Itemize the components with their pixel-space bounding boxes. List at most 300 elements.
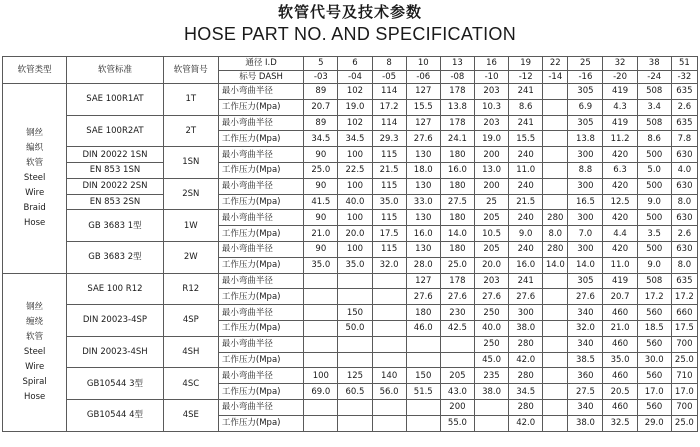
code-cell: 4SP xyxy=(163,305,218,337)
table-row xyxy=(3,399,698,415)
bend-radius-cell: 420 xyxy=(603,178,637,194)
pressure-cell: 13.8 xyxy=(568,131,603,147)
bend-radius-cell: 90 xyxy=(304,210,338,226)
code-cell: 4SH xyxy=(163,336,218,368)
standard-cell: DIN 20023-4SP xyxy=(67,305,163,337)
pressure-cell xyxy=(406,415,440,431)
pressure-cell: 24.1 xyxy=(440,131,474,147)
bend-radius-cell: 90 xyxy=(304,178,338,194)
pressure-cell: 40.0 xyxy=(338,194,372,210)
pressure-cell: 35.0 xyxy=(603,352,637,368)
header-dash-label: 标号 DASH xyxy=(218,70,303,84)
bend-radius-cell: 178 xyxy=(440,115,474,131)
table-row xyxy=(3,162,698,178)
pressure-cell: 25.0 xyxy=(671,352,697,368)
bend-radius-cell: 125 xyxy=(338,368,372,384)
bend-radius-cell: 250 xyxy=(474,305,508,321)
bend-radius-cell xyxy=(338,399,372,415)
pressure-cell xyxy=(304,289,338,305)
param-label: 最小弯曲半径 xyxy=(218,115,303,131)
pressure-cell: 27.6 xyxy=(406,289,440,305)
pressure-cell: 8.6 xyxy=(509,99,543,115)
pressure-cell: 42.0 xyxy=(509,415,543,431)
header-hose-type: 软管类型 xyxy=(3,57,67,84)
standard-cell: EN 853 1SN xyxy=(67,162,163,178)
bend-radius-cell: 130 xyxy=(406,210,440,226)
pressure-cell: 27.6 xyxy=(474,289,508,305)
bend-radius-cell: 241 xyxy=(509,273,543,289)
standard-cell: DIN 20022 2SN xyxy=(67,178,163,194)
bend-radius-cell: 89 xyxy=(304,84,338,100)
header-size: 10 xyxy=(406,57,440,71)
pressure-cell: 8.0 xyxy=(671,194,697,210)
table-row xyxy=(3,84,698,100)
bend-radius-cell: 420 xyxy=(603,241,637,257)
pressure-cell: 19.0 xyxy=(338,99,372,115)
pressure-cell: 20.0 xyxy=(338,226,372,242)
bend-radius-cell: 100 xyxy=(338,210,372,226)
header-dash: -06 xyxy=(406,70,440,84)
pressure-cell: 21.0 xyxy=(603,320,637,336)
pressure-cell xyxy=(543,194,568,210)
pressure-cell: 21.5 xyxy=(509,194,543,210)
pressure-cell: 10.3 xyxy=(474,99,508,115)
hose-type-word: Spiral xyxy=(22,376,47,387)
bend-radius-cell: 500 xyxy=(637,178,671,194)
code-cell: 2SN xyxy=(163,178,218,210)
bend-radius-cell: 90 xyxy=(304,241,338,257)
header-dash: -16 xyxy=(568,70,603,84)
bend-radius-cell: 115 xyxy=(372,147,406,163)
table-row xyxy=(3,336,698,352)
bend-radius-cell: 180 xyxy=(440,241,474,257)
pressure-cell: 32.5 xyxy=(603,415,637,431)
hose-type-word: 编织 xyxy=(26,142,44,153)
bend-radius-cell: 127 xyxy=(406,84,440,100)
pressure-cell: 8.0 xyxy=(543,226,568,242)
pressure-cell: 4.4 xyxy=(603,226,637,242)
header-dash: -08 xyxy=(440,70,474,84)
bend-radius-cell xyxy=(372,305,406,321)
hose-type-word: Wire xyxy=(25,361,45,372)
bend-radius-cell: 630 xyxy=(671,147,697,163)
pressure-cell xyxy=(543,384,568,400)
bend-radius-cell: 203 xyxy=(474,84,508,100)
pressure-cell xyxy=(543,352,568,368)
code-cell: 1T xyxy=(163,84,218,116)
bend-radius-cell: 102 xyxy=(338,115,372,131)
bend-radius-cell xyxy=(338,273,372,289)
pressure-cell: 27.6 xyxy=(406,131,440,147)
bend-radius-cell: 300 xyxy=(568,241,603,257)
bend-radius-cell xyxy=(338,336,372,352)
param-label: 工作压力(Mpa) xyxy=(218,289,303,305)
pressure-cell xyxy=(543,162,568,178)
pressure-cell: 20.5 xyxy=(603,384,637,400)
table-row xyxy=(3,147,698,163)
pressure-cell: 20.7 xyxy=(603,289,637,305)
pressure-cell: 19.0 xyxy=(474,131,508,147)
hose-type-word: Steel xyxy=(23,346,46,357)
bend-radius-cell: 102 xyxy=(338,84,372,100)
pressure-cell: 13.0 xyxy=(474,162,508,178)
bend-radius-cell: 340 xyxy=(568,336,603,352)
bend-radius-cell: 660 xyxy=(671,305,697,321)
bend-radius-cell: 280 xyxy=(509,336,543,352)
bend-radius-cell xyxy=(543,368,568,384)
pressure-cell: 35.0 xyxy=(338,257,372,273)
bend-radius-cell xyxy=(474,399,508,415)
pressure-cell: 43.0 xyxy=(440,384,474,400)
param-label: 最小弯曲半径 xyxy=(218,84,303,100)
bend-radius-cell: 241 xyxy=(509,84,543,100)
bend-radius-cell: 630 xyxy=(671,210,697,226)
bend-radius-cell: 230 xyxy=(440,305,474,321)
param-label: 工作压力(Mpa) xyxy=(218,162,303,178)
pressure-cell: 29.3 xyxy=(372,131,406,147)
bend-radius-cell: 420 xyxy=(603,147,637,163)
bend-radius-cell: 240 xyxy=(509,147,543,163)
standard-cell: GB 3683 2型 xyxy=(67,241,163,273)
pressure-cell: 3.4 xyxy=(637,99,671,115)
pressure-cell: 55.0 xyxy=(440,415,474,431)
pressure-cell: 11.2 xyxy=(603,131,637,147)
param-label: 最小弯曲半径 xyxy=(218,178,303,194)
pressure-cell: 10.5 xyxy=(474,226,508,242)
hose-type-word: 软管 xyxy=(26,157,44,168)
pressure-cell: 27.6 xyxy=(568,289,603,305)
pressure-cell: 50.0 xyxy=(338,320,372,336)
header-size: 51 xyxy=(671,57,697,71)
table-row xyxy=(3,305,698,321)
pressure-cell: 5.0 xyxy=(637,162,671,178)
bend-radius-cell: 635 xyxy=(671,84,697,100)
bend-radius-cell: 630 xyxy=(671,241,697,257)
param-label: 工作压力(Mpa) xyxy=(218,384,303,400)
pressure-cell: 27.5 xyxy=(440,194,474,210)
hose-type-word: 钢丝 xyxy=(26,127,44,138)
pressure-cell: 17.5 xyxy=(372,226,406,242)
pressure-cell: 11.0 xyxy=(603,257,637,273)
bend-radius-cell: 419 xyxy=(603,273,637,289)
pressure-cell xyxy=(372,352,406,368)
bend-radius-cell: 340 xyxy=(568,305,603,321)
bend-radius-cell xyxy=(543,147,568,163)
pressure-cell: 17.2 xyxy=(671,289,697,305)
bend-radius-cell xyxy=(543,399,568,415)
pressure-cell: 8.8 xyxy=(568,162,603,178)
bend-radius-cell: 460 xyxy=(603,336,637,352)
hose-type-word: 钢丝 xyxy=(26,301,44,312)
pressure-cell xyxy=(338,415,372,431)
hose-type-word: 缠绕 xyxy=(26,316,44,327)
header-row-id xyxy=(3,57,698,71)
bend-radius-cell: 178 xyxy=(440,273,474,289)
bend-radius-cell xyxy=(372,273,406,289)
pressure-cell: 18.0 xyxy=(406,162,440,178)
table-row xyxy=(3,194,698,210)
bend-radius-cell: 250 xyxy=(474,336,508,352)
header-size: 6 xyxy=(338,57,372,71)
bend-radius-cell: 130 xyxy=(406,178,440,194)
pressure-cell: 25 xyxy=(474,194,508,210)
param-label: 工作压力(Mpa) xyxy=(218,415,303,431)
header-size: 19 xyxy=(509,57,543,71)
code-cell: 1W xyxy=(163,210,218,242)
pressure-cell: 60.5 xyxy=(338,384,372,400)
pressure-cell: 27.5 xyxy=(568,384,603,400)
bend-radius-cell: 241 xyxy=(509,115,543,131)
table-row xyxy=(3,210,698,226)
pressure-cell: 30.0 xyxy=(637,352,671,368)
bend-radius-cell: 127 xyxy=(406,273,440,289)
bend-radius-cell: 180 xyxy=(440,147,474,163)
header-dash: -32 xyxy=(671,70,697,84)
pressure-cell: 38.0 xyxy=(474,384,508,400)
bend-radius-cell: 500 xyxy=(637,241,671,257)
standard-cell: SAE 100 R12 xyxy=(67,273,163,305)
pressure-cell: 45.0 xyxy=(474,352,508,368)
pressure-cell xyxy=(372,415,406,431)
table-row xyxy=(3,241,698,257)
pressure-cell xyxy=(338,352,372,368)
header-hose-standard: 软管标准 xyxy=(67,57,163,84)
header-size: 13 xyxy=(440,57,474,71)
pressure-cell: 27.6 xyxy=(440,289,474,305)
pressure-cell: 16.0 xyxy=(440,162,474,178)
bend-radius-cell: 635 xyxy=(671,273,697,289)
bend-radius-cell: 203 xyxy=(474,115,508,131)
pressure-cell: 56.0 xyxy=(372,384,406,400)
header-dash: -14 xyxy=(543,70,568,84)
bend-radius-cell xyxy=(372,336,406,352)
bend-radius-cell xyxy=(304,399,338,415)
pressure-cell: 69.0 xyxy=(304,384,338,400)
pressure-cell: 14.0 xyxy=(568,257,603,273)
bend-radius-cell: 300 xyxy=(568,210,603,226)
pressure-cell: 32.0 xyxy=(372,257,406,273)
pressure-cell: 38.0 xyxy=(509,320,543,336)
pressure-cell: 20.0 xyxy=(474,257,508,273)
bend-radius-cell: 114 xyxy=(372,84,406,100)
bend-radius-cell: 500 xyxy=(637,147,671,163)
hose-type-word: Hose xyxy=(24,217,46,228)
pressure-cell: 3.5 xyxy=(637,226,671,242)
pressure-cell xyxy=(543,415,568,431)
header-dash: -05 xyxy=(372,70,406,84)
bend-radius-cell: 280 xyxy=(543,241,568,257)
bend-radius-cell: 130 xyxy=(406,147,440,163)
pressure-cell: 17.0 xyxy=(671,384,697,400)
param-label: 最小弯曲半径 xyxy=(218,241,303,257)
pressure-cell: 32.0 xyxy=(568,320,603,336)
page-title-en: HOSE PART NO. AND SPECIFICATION xyxy=(183,24,517,44)
pressure-cell: 18.5 xyxy=(637,320,671,336)
pressure-cell: 12.5 xyxy=(603,194,637,210)
pressure-cell xyxy=(543,289,568,305)
bend-radius-cell: 508 xyxy=(637,115,671,131)
bend-radius-cell: 560 xyxy=(637,399,671,415)
pressure-cell: 13.8 xyxy=(440,99,474,115)
pressure-cell: 29.0 xyxy=(637,415,671,431)
pressure-cell: 51.5 xyxy=(406,384,440,400)
bend-radius-cell: 100 xyxy=(304,368,338,384)
hose-spec-table xyxy=(2,56,698,432)
bend-radius-cell: 500 xyxy=(637,210,671,226)
pressure-cell: 14.0 xyxy=(543,257,568,273)
header-dash: -03 xyxy=(304,70,338,84)
bend-radius-cell: 360 xyxy=(568,368,603,384)
bend-radius-cell: 115 xyxy=(372,241,406,257)
bend-radius-cell: 710 xyxy=(671,368,697,384)
bend-radius-cell xyxy=(304,273,338,289)
pressure-cell xyxy=(372,320,406,336)
header-dash: -24 xyxy=(637,70,671,84)
bend-radius-cell xyxy=(304,336,338,352)
table-row xyxy=(3,178,698,194)
pressure-cell: 4.3 xyxy=(603,99,637,115)
pressure-cell: 17.0 xyxy=(637,384,671,400)
header-dash: -12 xyxy=(509,70,543,84)
param-label: 最小弯曲半径 xyxy=(218,210,303,226)
bend-radius-cell: 200 xyxy=(474,178,508,194)
bend-radius-cell: 205 xyxy=(474,241,508,257)
pressure-cell xyxy=(372,289,406,305)
bend-radius-cell: 100 xyxy=(338,147,372,163)
pressure-cell: 7.8 xyxy=(671,131,697,147)
bend-radius-cell: 140 xyxy=(372,368,406,384)
header-size: 5 xyxy=(304,57,338,71)
bend-radius-cell: 300 xyxy=(568,147,603,163)
bend-radius-cell: 130 xyxy=(406,241,440,257)
bend-radius-cell xyxy=(543,305,568,321)
hose-type-spiral xyxy=(3,273,67,431)
bend-radius-cell: 240 xyxy=(509,241,543,257)
standard-cell: EN 853 2SN xyxy=(67,194,163,210)
pressure-cell: 21.5 xyxy=(372,162,406,178)
bend-radius-cell: 700 xyxy=(671,336,697,352)
pressure-cell: 9.0 xyxy=(637,257,671,273)
standard-cell: DIN 20022 1SN xyxy=(67,147,163,163)
pressure-cell: 17.5 xyxy=(671,320,697,336)
param-label: 工作压力(Mpa) xyxy=(218,320,303,336)
pressure-cell: 2.6 xyxy=(671,99,697,115)
code-cell: 2W xyxy=(163,241,218,273)
bend-radius-cell: 305 xyxy=(568,273,603,289)
pressure-cell xyxy=(338,289,372,305)
param-label: 最小弯曲半径 xyxy=(218,147,303,163)
standard-cell: DIN 20023-4SH xyxy=(67,336,163,368)
pressure-cell: 34.5 xyxy=(509,384,543,400)
bend-radius-cell: 420 xyxy=(603,210,637,226)
pressure-cell xyxy=(304,352,338,368)
bend-radius-cell: 419 xyxy=(603,84,637,100)
bend-radius-cell: 419 xyxy=(603,115,637,131)
code-cell: 1SN xyxy=(163,147,218,179)
bend-radius-cell: 240 xyxy=(509,210,543,226)
bend-radius-cell: 700 xyxy=(671,399,697,415)
standard-cell: GB10544 3型 xyxy=(67,368,163,400)
pressure-cell: 17.2 xyxy=(637,289,671,305)
param-label: 工作压力(Mpa) xyxy=(218,226,303,242)
pressure-cell: 42.0 xyxy=(509,352,543,368)
hose-type-word: Braid xyxy=(23,202,46,213)
hose-type-braid xyxy=(3,84,67,274)
bend-radius-cell: 280 xyxy=(509,368,543,384)
bend-radius-cell: 508 xyxy=(637,273,671,289)
bend-radius-cell: 127 xyxy=(406,115,440,131)
pressure-cell: 40.0 xyxy=(474,320,508,336)
bend-radius-cell: 508 xyxy=(637,84,671,100)
bend-radius-cell: 305 xyxy=(568,115,603,131)
table-row xyxy=(3,368,698,384)
header-size: 22 xyxy=(543,57,568,71)
standard-cell: GB10544 4型 xyxy=(67,399,163,431)
pressure-cell: 28.0 xyxy=(406,257,440,273)
table-row xyxy=(3,273,698,289)
bend-radius-cell xyxy=(440,336,474,352)
header-dash: -20 xyxy=(603,70,637,84)
pressure-cell: 21.0 xyxy=(304,226,338,242)
pressure-cell: 9.0 xyxy=(637,194,671,210)
bend-radius-cell: 180 xyxy=(440,210,474,226)
pressure-cell: 6.3 xyxy=(603,162,637,178)
pressure-cell: 7.0 xyxy=(568,226,603,242)
pressure-cell: 16.0 xyxy=(509,257,543,273)
bend-radius-cell: 300 xyxy=(568,178,603,194)
pressure-cell: 25.0 xyxy=(440,257,474,273)
standard-cell: SAE 100R1AT xyxy=(67,84,163,116)
pressure-cell: 20.7 xyxy=(304,99,338,115)
param-label: 最小弯曲半径 xyxy=(218,399,303,415)
pressure-cell: 16.5 xyxy=(568,194,603,210)
bend-radius-cell: 460 xyxy=(603,368,637,384)
param-label: 工作压力(Mpa) xyxy=(218,194,303,210)
pressure-cell: 6.9 xyxy=(568,99,603,115)
bend-radius-cell: 180 xyxy=(406,305,440,321)
standard-cell: SAE 100R2AT xyxy=(67,115,163,147)
hose-type-word: Wire xyxy=(25,187,45,198)
header-dash: -04 xyxy=(338,70,372,84)
header-size: 8 xyxy=(372,57,406,71)
pressure-cell: 38.0 xyxy=(568,415,603,431)
code-cell: R12 xyxy=(163,273,218,305)
bend-radius-cell: 115 xyxy=(372,210,406,226)
bend-radius-cell xyxy=(543,336,568,352)
pressure-cell: 4.0 xyxy=(671,162,697,178)
pressure-cell: 25.0 xyxy=(304,162,338,178)
bend-radius-cell: 560 xyxy=(637,305,671,321)
param-label: 最小弯曲半径 xyxy=(218,336,303,352)
bend-radius-cell: 240 xyxy=(509,178,543,194)
bend-radius-cell: 205 xyxy=(440,368,474,384)
bend-radius-cell: 203 xyxy=(474,273,508,289)
param-label: 工作压力(Mpa) xyxy=(218,257,303,273)
bend-radius-cell: 200 xyxy=(440,399,474,415)
standard-cell: GB 3683 1型 xyxy=(67,210,163,242)
bend-radius-cell xyxy=(543,84,568,100)
bend-radius-cell: 635 xyxy=(671,115,697,131)
table-row xyxy=(3,115,698,131)
pressure-cell: 35.0 xyxy=(304,257,338,273)
bend-radius-cell xyxy=(406,399,440,415)
pressure-cell: 42.5 xyxy=(440,320,474,336)
header-size: 32 xyxy=(603,57,637,71)
param-label: 工作压力(Mpa) xyxy=(218,99,303,115)
pressure-cell xyxy=(543,131,568,147)
hose-type-word: Steel xyxy=(23,172,46,183)
bend-radius-cell: 235 xyxy=(474,368,508,384)
